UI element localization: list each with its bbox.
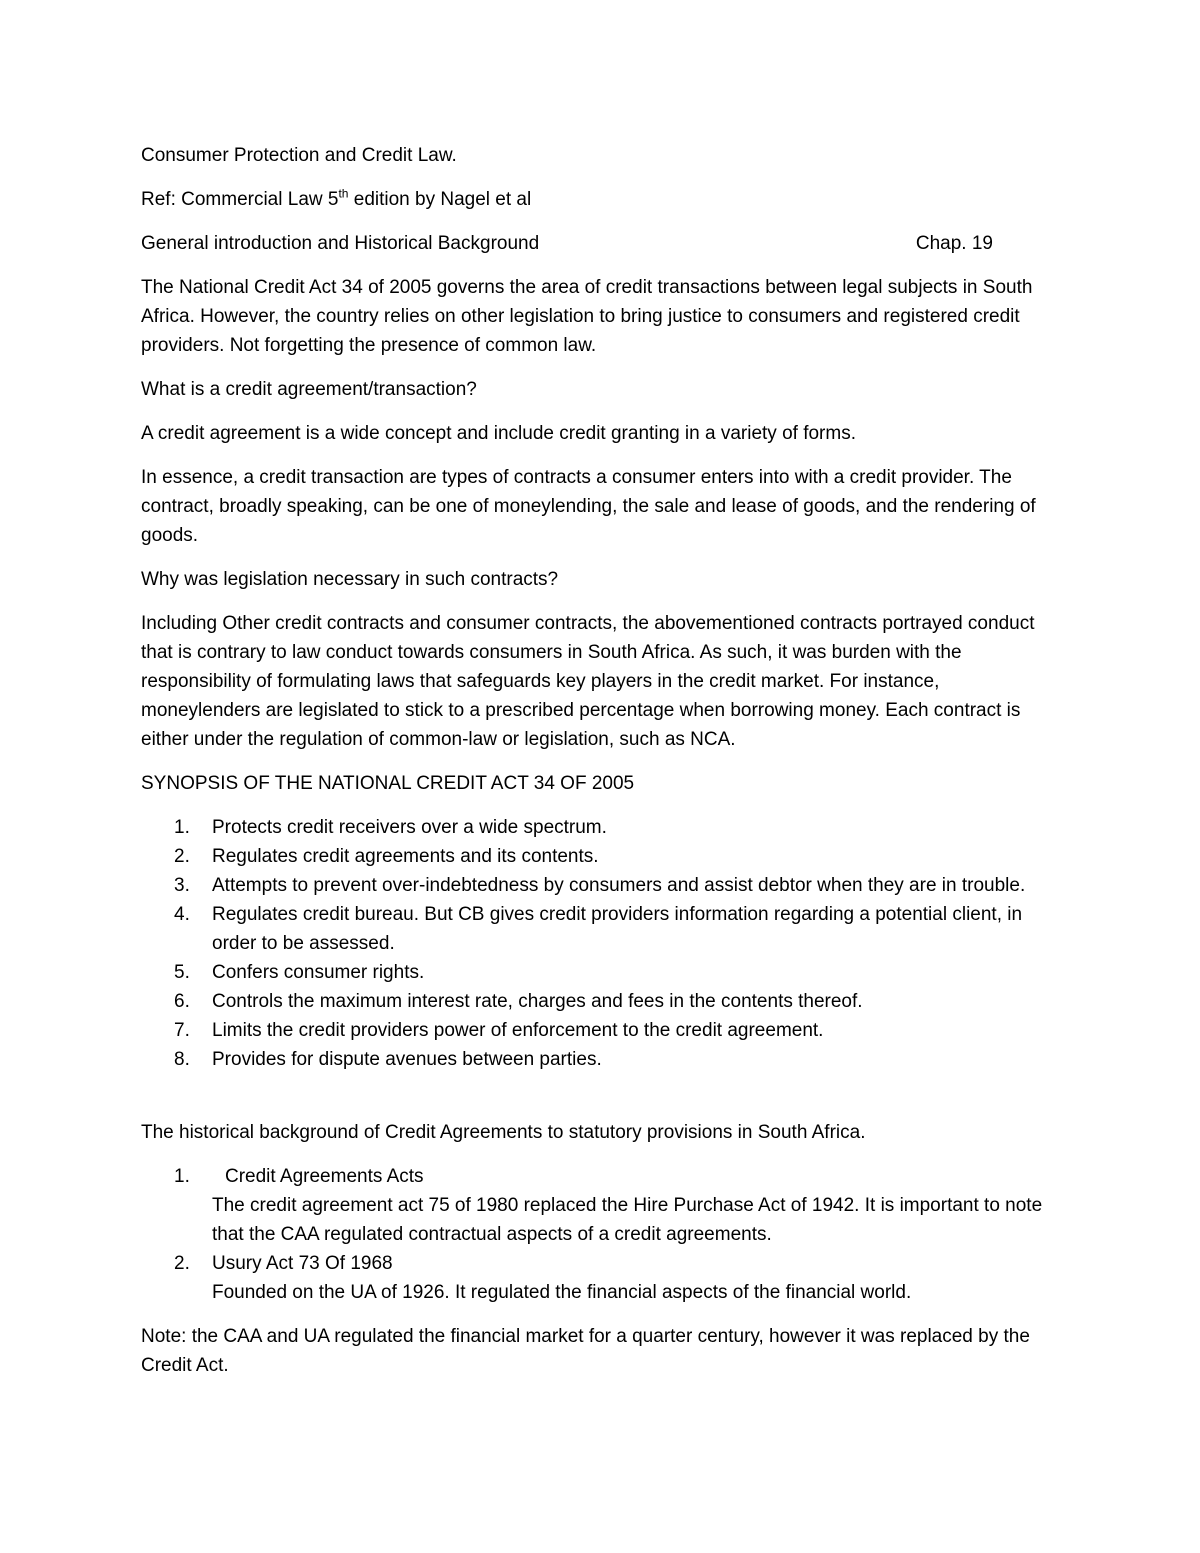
synopsis-heading: SYNOPSIS OF THE NATIONAL CREDIT ACT 34 OF 2005 [141,773,635,794]
reference-suffix: edition by Nagel et al [348,189,532,210]
history-heading: The historical background of Credit Agreements to statutory provisions in South Africa. [141,1122,866,1143]
list-item-text: Limits the credit providers power of enforcement to the credit agreement. [212,1020,824,1041]
question-legislation-necessity: Why was legislation necessary in such contracts? [141,569,559,590]
list-item-text: Attempts to prevent over-indebtedness by consumers and assist debtor when they are in trouble. [212,875,1026,896]
answer-legislation-necessity: Including Other credit contracts and consumer contracts, the abovementioned contracts portrayed conduct that is contrary to law conduct towards consumers in South Africa. As such, it was burden with the responsibility of formulating laws that safeguards key players in the credit market. For instance, moneylenders are legislated to stick to a prescribed percentage when borrowing money. Each contract is either under the regulation of common-law or legislation, such as NCA. [141,613,1035,750]
list-item-number: 7. [174,1020,190,1041]
list-item [141,842,1061,871]
list-item [141,1045,1061,1074]
list-item-number: 1. [174,817,190,838]
list-item-text: Provides for dispute avenues between parties. [212,1049,602,1070]
list-item [141,1162,1061,1249]
list-item-text: Protects credit receivers over a wide spectrum. [212,817,607,838]
list-item-text: Regulates credit bureau. But CB gives credit providers information regarding a potential client, in order to be assessed. [212,904,1023,954]
blank-line [141,1089,1061,1118]
list-item-text: Confers consumer rights. [212,962,425,983]
list-item-title: Usury Act 73 Of 1968 [212,1253,393,1274]
list-item-number: 6. [174,991,190,1012]
list-item-number: 5. [174,962,190,983]
list-item-title: Credit Agreements Acts [225,1166,424,1187]
list-item-number: 4. [174,904,190,925]
list-item [141,871,1061,900]
document-body [141,141,1061,1395]
reference-prefix: Ref: Commercial Law 5 [141,189,339,210]
answer-credit-transaction-essence: In essence, a credit transaction are types of contracts a consumer enters into with a credit provider. The contract, broadly speaking, can be one of moneylending, the sale and lease of goods, and the rendering of goods. [141,467,1036,546]
list-item [141,987,1061,1016]
list-item [141,900,1061,958]
answer-credit-agreement-definition: A credit agreement is a wide concept and include credit granting in a variety of forms. [141,423,856,444]
document-title: Consumer Protection and Credit Law. [141,145,457,166]
list-item-number: 1. [174,1166,190,1187]
reference-line [141,185,1061,214]
intro-paragraph: The National Credit Act 34 of 2005 governs the area of credit transactions between legal subjects in South Africa. However, the country relies on other legislation to bring justice to consumers and registered credit providers. Not forgetting the presence of common law. [141,277,1033,356]
list-item [141,1249,1061,1307]
list-item-number: 3. [174,875,190,896]
list-item [141,813,1061,842]
history-list [141,1162,1061,1307]
question-credit-agreement: What is a credit agreement/transaction? [141,379,477,400]
list-item-text: Controls the maximum interest rate, charges and fees in the contents thereof. [212,991,863,1012]
section-heading-title: General introduction and Historical Background [141,233,540,254]
list-item [141,958,1061,987]
list-item-text: Founded on the UA of 1926. It regulated the financial aspects of the financial world. [212,1282,912,1303]
section-heading [141,229,993,258]
list-item-number: 8. [174,1049,190,1070]
note-paragraph: Note: the CAA and UA regulated the financial market for a quarter century, however it was replaced by the Credit Act. [141,1326,1030,1376]
list-item-number: 2. [174,846,190,867]
list-item [141,1016,1061,1045]
list-item-text: The credit agreement act 75 of 1980 replaced the Hire Purchase Act of 1942. It is important to note that the CAA regulated contractual aspects of a credit agreements. [212,1195,1043,1245]
list-item-number: 2. [174,1253,190,1274]
list-item-text: Regulates credit agreements and its contents. [212,846,599,867]
synopsis-list [141,813,1061,1074]
reference-superscript: th [338,186,349,201]
chapter-label: Chap. 19 [915,233,993,254]
